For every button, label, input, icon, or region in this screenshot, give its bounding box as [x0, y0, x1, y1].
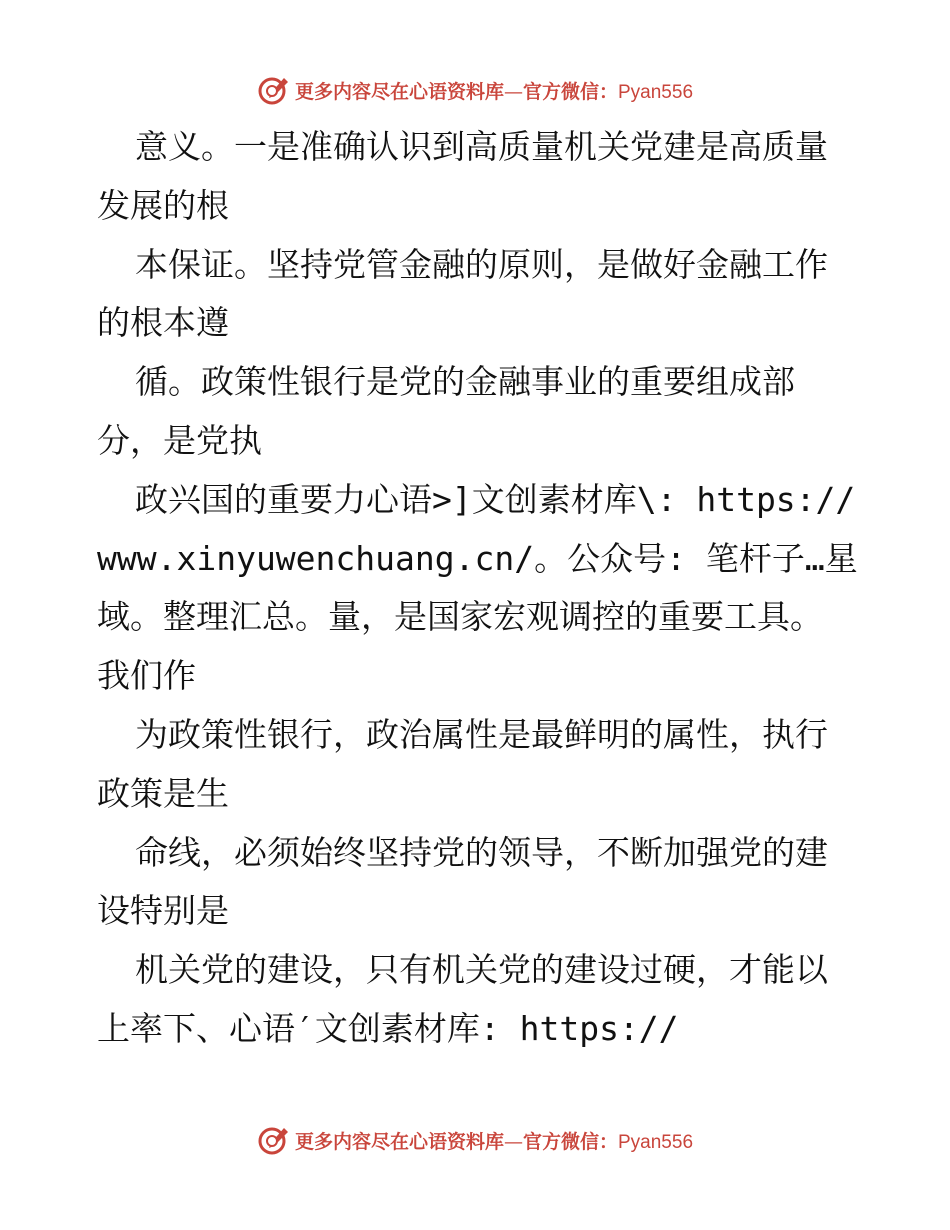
text-line: 域。整理汇总。量，是国家宏观调控的重要工具。 [97, 597, 823, 637]
text-line: 机关党的建设，只有机关党的建设过硬，才能以 [135, 950, 828, 990]
text-line: 的根本遵 [97, 303, 229, 343]
banner-dash: — [503, 1130, 523, 1153]
text-line: 政兴国的重要力心语>]文创素材库\: https:// [135, 479, 856, 519]
text-line: 设特别是 [97, 891, 229, 931]
text-line: 发展的根 [97, 185, 229, 225]
banner-dash: — [503, 80, 523, 103]
banner-text [295, 1127, 693, 1154]
text-line: 政策是生 [97, 773, 229, 813]
text-line: 我们作 [97, 656, 196, 696]
banner-wechat-id: Pyan556 [618, 81, 694, 103]
header-banner [0, 70, 950, 110]
pen-nib-logo-icon [257, 1123, 291, 1157]
pen-nib-logo-icon [257, 73, 291, 107]
text-line: 意义。一是准确认识到高质量机关党建是高质量 [135, 127, 828, 166]
banner-main: 更多内容尽在心语资料库 [294, 1130, 504, 1153]
banner-wechat-label: 官方微信： [522, 1130, 618, 1153]
text-line: 命线，必须始终坚持党的领导，不断加强党的建 [135, 832, 828, 872]
banner-wechat-label: 官方微信： [522, 80, 618, 103]
banner-text [295, 77, 693, 104]
text-line: 为政策性银行，政治属性是最鲜明的属性，执行 [135, 714, 828, 754]
text-line: 循。政策性银行是党的金融事业的重要组成部 [135, 362, 795, 402]
text-line: 分，是党执 [97, 420, 262, 460]
text-line: www.xinyuwenchuang.cn/。公众号: 笔杆子…星 [97, 538, 858, 578]
banner-wechat-id: Pyan556 [618, 1131, 694, 1153]
body-text [97, 118, 857, 1059]
banner-main: 更多内容尽在心语资料库 [294, 80, 504, 103]
text-line: 上率下、心语′文创素材库: https:// [97, 1008, 679, 1048]
text-line: 本保证。坚持党管金融的原则，是做好金融工作 [135, 244, 828, 284]
footer-banner [0, 1120, 950, 1160]
